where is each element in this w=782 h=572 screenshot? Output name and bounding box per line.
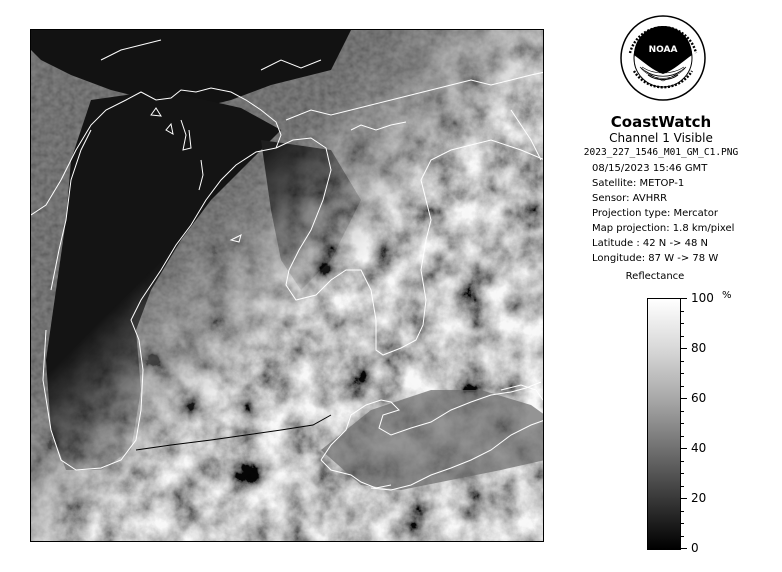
colorbar-tick-label: 20 xyxy=(691,491,707,505)
colorbar-minor-tick xyxy=(681,536,684,537)
colorbar-tick-label: 100 xyxy=(691,291,714,305)
colorbar-minor-tick xyxy=(681,436,684,437)
subtitle: Channel 1 Visible xyxy=(609,131,713,145)
projection-type-info: Projection type: Mercator xyxy=(592,208,718,219)
colorbar-minor-tick xyxy=(681,523,684,524)
colorbar-minor-tick xyxy=(681,448,687,449)
colorbar-minor-tick xyxy=(681,348,687,349)
satellite-info: Satellite: METOP-1 xyxy=(592,178,685,189)
colorbar-minor-tick xyxy=(681,411,684,412)
filename: 2023_227_1546_M01_GM_C1.PNG xyxy=(583,147,739,158)
title: CoastWatch xyxy=(610,113,712,131)
colorbar-minor-tick xyxy=(681,298,687,299)
satellite-image-graphic xyxy=(31,30,544,542)
colorbar-minor-tick xyxy=(681,486,684,487)
colorbar-minor-tick xyxy=(681,423,684,424)
colorbar-tick-label: 40 xyxy=(691,441,707,455)
colorbar-minor-tick xyxy=(681,323,684,324)
colorbar-minor-tick xyxy=(681,511,684,512)
logo-text: NOAA xyxy=(648,45,678,55)
colorbar-minor-tick xyxy=(681,336,684,337)
colorbar-unit: % xyxy=(722,290,732,301)
colorbar xyxy=(647,298,681,550)
colorbar-tick-label: 0 xyxy=(691,541,699,555)
noaa-logo-graphic xyxy=(620,15,706,101)
colorbar-tick-label: 60 xyxy=(691,391,707,405)
colorbar-minor-tick xyxy=(681,548,687,549)
sensor-info: Sensor: AVHRR xyxy=(592,193,668,204)
map-projection-info: Map projection: 1.8 km/pixel xyxy=(592,223,735,234)
colorbar-minor-tick xyxy=(681,386,684,387)
colorbar-minor-tick xyxy=(681,361,684,362)
colorbar-minor-tick xyxy=(681,373,684,374)
colorbar-tick-label: 80 xyxy=(691,341,707,355)
colorbar-minor-tick xyxy=(681,498,687,499)
colorbar-minor-tick xyxy=(681,473,684,474)
colorbar-minor-tick xyxy=(681,311,684,312)
colorbar-minor-tick xyxy=(681,398,687,399)
satellite-image xyxy=(30,29,544,542)
colorbar-minor-tick xyxy=(681,461,684,462)
longitude-info: Longitude: 87 W -> 78 W xyxy=(592,253,719,264)
colorbar-title: Reflectance xyxy=(625,271,685,282)
noaa-logo xyxy=(620,15,706,101)
latitude-info: Latitude : 42 N -> 48 N xyxy=(592,238,708,249)
datetime: 08/15/2023 15:46 GMT xyxy=(592,163,708,174)
